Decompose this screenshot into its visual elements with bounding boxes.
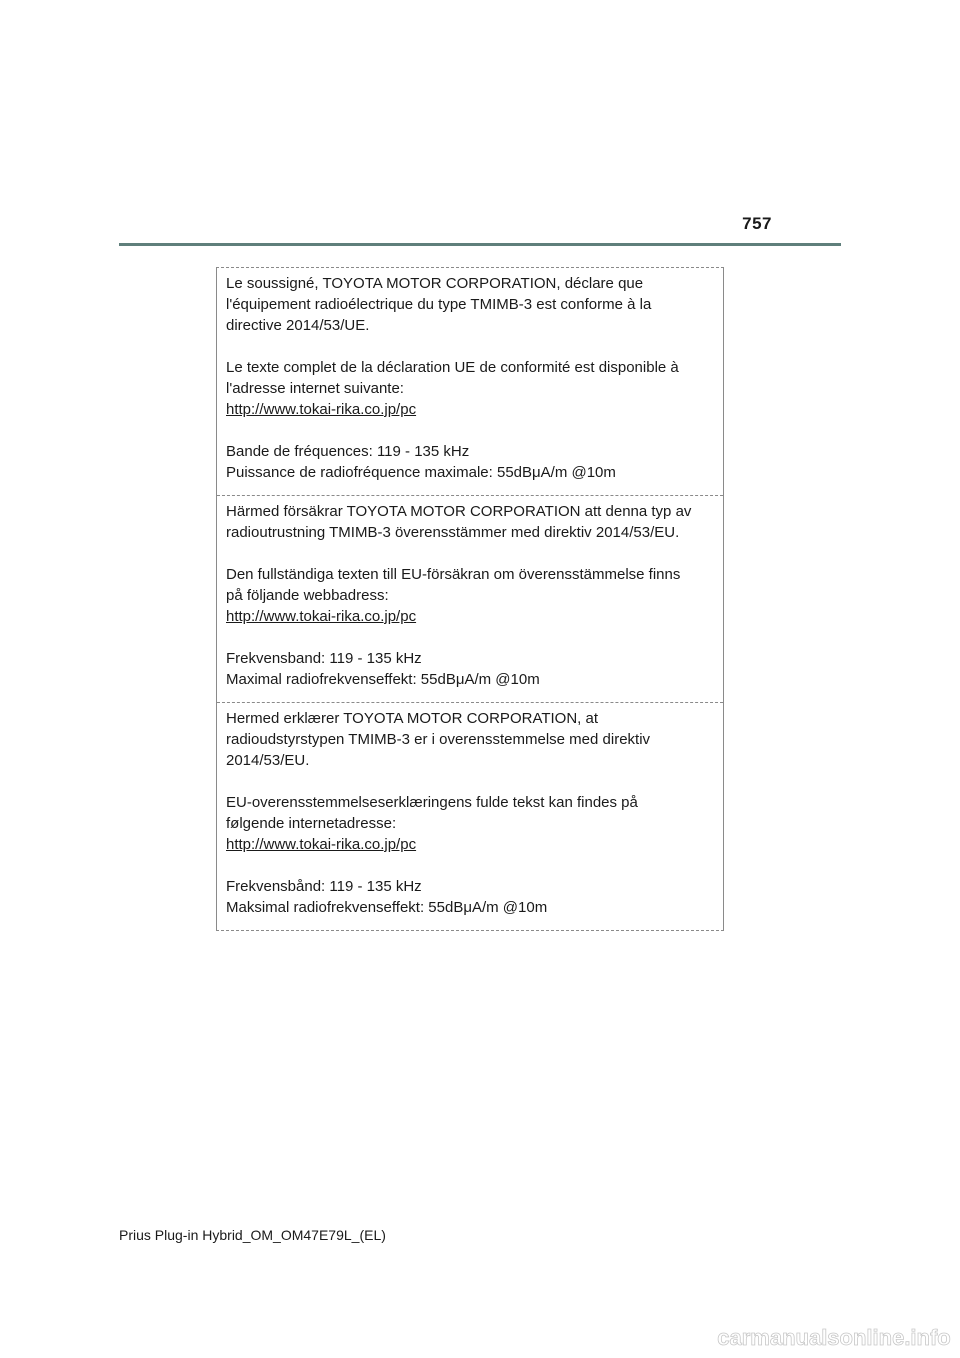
declaration-line: Härmed försäkrar TOYOTA MOTOR CORPORATION att denna typ av — [226, 503, 692, 520]
full-text-line: Den fullständiga texten till EU-försäkran om överensstämmelse finns — [226, 566, 681, 583]
frequency-band: Bande de fréquences: 119 - 135 kHz — [226, 443, 470, 460]
declaration-line: Hermed erklærer TOYOTA MOTOR CORPORATION, at — [226, 710, 599, 727]
footer-manual-id: Prius Plug-in Hybrid_OM_OM47E79L_(EL) — [119, 1227, 386, 1243]
declaration-line: radioutrustning TMIMB-3 överensstämmer med direktiv 2014/53/EU. — [226, 524, 680, 541]
declaration-line: 2014/53/EU. — [226, 752, 310, 769]
full-text-line: Le texte complet de la déclaration UE de conformité est disponible à — [226, 359, 679, 376]
declaration-line: directive 2014/53/UE. — [226, 317, 370, 334]
full-text-line: EU-overensstemmelseserklæringens fulde tekst kan findes på — [226, 794, 638, 811]
max-power: Maximal radiofrekvenseffekt: 55dBμA/m @10m — [226, 671, 540, 688]
frequency-band: Frekvensbånd: 119 - 135 kHz — [226, 878, 422, 895]
declaration-section-danish — [217, 702, 723, 930]
watermark-logo — [716, 1322, 952, 1352]
declaration-section-french — [217, 268, 723, 495]
frequency-band: Frekvensband: 119 - 135 kHz — [226, 650, 422, 667]
declaration-section-swedish — [217, 495, 723, 702]
conformity-url-link[interactable]: http://www.tokai-rika.co.jp/pc — [226, 401, 417, 418]
declaration-line: radioudstyrstypen TMIMB-3 er i overensstemmelse med direktiv — [226, 731, 651, 748]
full-text-line: følgende internetadresse: — [226, 815, 397, 832]
page-number: 757 — [742, 214, 772, 233]
max-power: Maksimal radiofrekvenseffekt: 55dBμA/m @10m — [226, 899, 548, 916]
conformity-url-link[interactable]: http://www.tokai-rika.co.jp/pc — [226, 836, 417, 853]
full-text-line: på följande webbadress: — [226, 587, 389, 604]
conformity-url-link[interactable]: http://www.tokai-rika.co.jp/pc — [226, 608, 417, 625]
declaration-line: Le soussigné, TOYOTA MOTOR CORPORATION, déclare que — [226, 275, 644, 292]
max-power: Puissance de radiofréquence maximale: 55dBμA/m @10m — [226, 464, 616, 481]
watermark-text: carmanualsonline.info — [717, 1325, 951, 1350]
declaration-box — [216, 267, 724, 931]
full-text-line: l'adresse internet suivante: — [226, 380, 404, 397]
declaration-line: l'équipement radioélectrique du type TMIMB-3 est conforme à la — [226, 296, 652, 313]
header-rule — [119, 243, 841, 246]
